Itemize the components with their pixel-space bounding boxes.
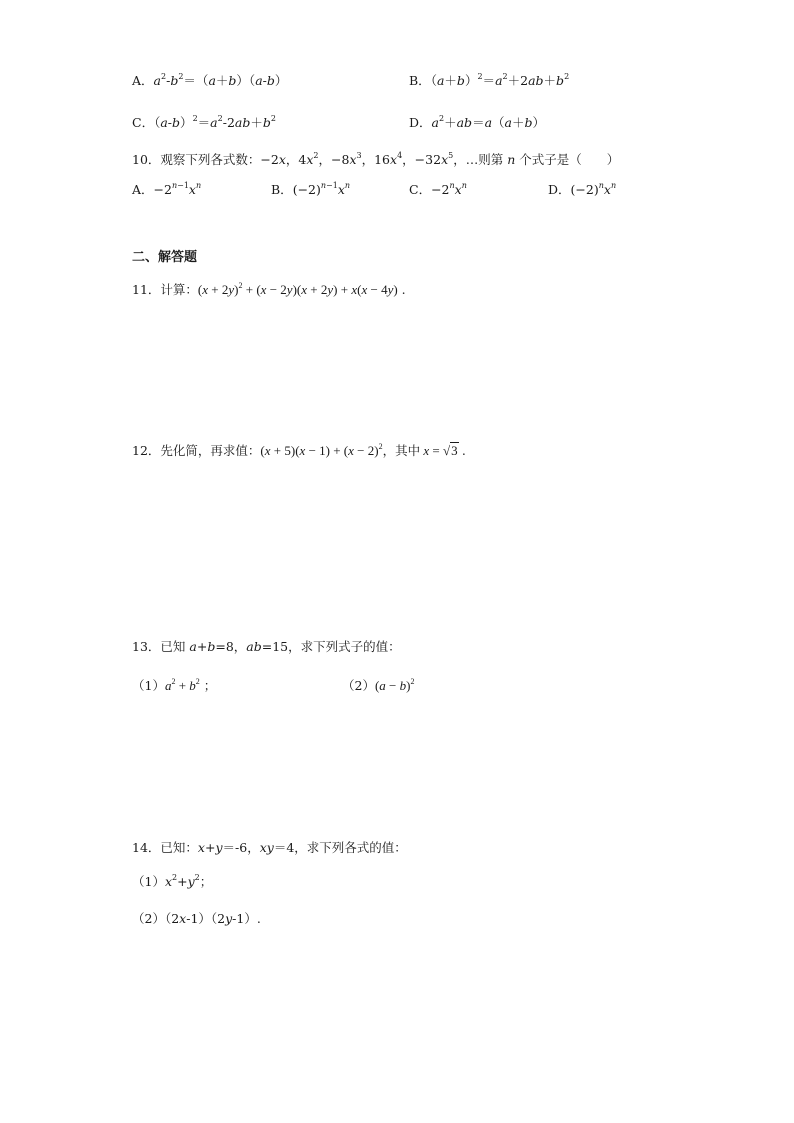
q9-option-b-formula: $(a+b)^2=a^2+2ab+b^2$ bbox=[430, 72, 570, 88]
q12-end: . bbox=[461, 443, 466, 458]
q14-part1-expression: $x^2+y^2$； bbox=[164, 873, 213, 889]
q13-part1-expression: $a^2 + b^2$ bbox=[164, 677, 200, 693]
q13-part1: $(1)a^2 + b^2$ ； bbox=[132, 677, 217, 693]
q9-option-a bbox=[132, 73, 287, 89]
q13-part2-expression: $(a - b)^2$ bbox=[374, 677, 415, 693]
q13-stem: 13．已知 a+b=8，ab=15，求下列式子的值： bbox=[132, 639, 401, 654]
q12-prefix: 12．先化简，再求值： bbox=[132, 443, 261, 458]
q10-option-d-label: D． bbox=[548, 182, 571, 197]
q10-option-b bbox=[271, 182, 350, 198]
q9-option-d-formula: $a^2+ab=a(a+b)$ bbox=[431, 114, 546, 130]
q10-option-c bbox=[409, 182, 467, 198]
q10-option-c-formula: $-2^nx^n$ bbox=[431, 181, 467, 197]
q10-option-a bbox=[132, 182, 201, 198]
q13-part2 bbox=[342, 678, 414, 694]
q9-option-a-formula: $a^2-b^2=(a+b)(a-b)$ bbox=[153, 72, 288, 88]
q13-part2-label: （2） bbox=[342, 678, 375, 693]
q9-option-b-label: B． bbox=[409, 73, 431, 88]
q9-option-c bbox=[132, 115, 276, 131]
q10-option-a-formula: $-2^{n-1}x^n$ bbox=[153, 181, 202, 197]
q10-option-d bbox=[548, 182, 616, 198]
q12-condition: x = √3 bbox=[423, 443, 458, 458]
q14-part2: （2）（2x-1）（2y-1）. bbox=[132, 911, 261, 926]
q10-option-b-formula: $(-2)^{n-1}x^n$ bbox=[292, 181, 351, 197]
q9-option-b bbox=[409, 73, 569, 89]
q11: 11．计算：$(x + 2y)^2 + (x - 2y)(x + 2y) + x(x - 4y)$ . bbox=[132, 281, 406, 297]
q9-option-c-label: C． bbox=[132, 115, 155, 130]
q11-expression: $(x + 2y)^2 + (x - 2y)(x + 2y) + x(x - 4y)$ bbox=[197, 281, 398, 297]
q10-option-a-label: A． bbox=[132, 182, 154, 197]
q14-part1-label: （1） bbox=[132, 874, 165, 889]
q12-expression: $(x + 5)(x - 1) + (x - 2)^2$ bbox=[260, 442, 383, 458]
q9-option-a-label: A． bbox=[132, 73, 154, 88]
q14-stem: 14．已知：x+y＝-6，xy＝4，求下列各式的值： bbox=[132, 840, 407, 855]
q12 bbox=[132, 443, 466, 459]
q10-option-d-formula: $(-2)^nx^n$ bbox=[570, 181, 617, 197]
q9-option-d-label: D． bbox=[409, 115, 432, 130]
q10-option-c-label: C． bbox=[409, 182, 432, 197]
section-title: 二、解答题 bbox=[132, 250, 198, 265]
q10-stem: 10．观察下列各式数：−2x，$4x^2$，$-8x^3$，$16x^4$，$-32x^5$，…则第 n 个式子是（ ） bbox=[132, 151, 620, 167]
q12-mid: ，其中 bbox=[382, 443, 421, 458]
q13-part1-label: （1） bbox=[132, 678, 165, 693]
q10-option-b-label: B． bbox=[271, 182, 293, 197]
q14-part1 bbox=[132, 874, 212, 890]
q11-prefix: 11．计算： bbox=[132, 282, 198, 297]
q9-option-d bbox=[409, 115, 545, 131]
q9-option-c-formula: $(a-b)^2=a^2-2ab+b^2$ bbox=[154, 114, 276, 130]
